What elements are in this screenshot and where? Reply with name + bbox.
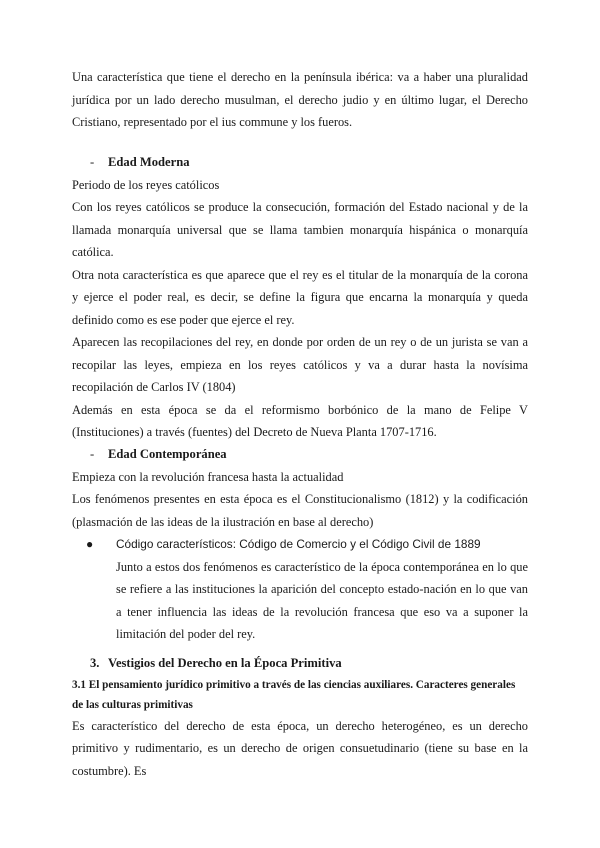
edad-moderna-section bbox=[72, 151, 528, 444]
intro-section bbox=[72, 66, 528, 134]
dash-marker: - bbox=[90, 447, 95, 461]
section-3-paragraph: Es característico del derecho de esta época, un derecho heterogéneo, es un derecho primitivo y rudimentario, es un derecho de origen consuetudinario (tiene su base en la costumbre). Es bbox=[72, 718, 528, 778]
section-number: 3. bbox=[90, 656, 100, 670]
bullet-title: Código característicos: Código de Comercio y el Código Civil de 1889 bbox=[116, 537, 481, 551]
edad-contemporanea-heading bbox=[72, 443, 528, 466]
moderna-paragraph-2: Con los reyes católicos se produce la consecución, formación del Estado nacional y de la llamada monarquía universal que se llama tambien monarquía hispánica o monarquía católica. bbox=[72, 200, 528, 259]
moderna-paragraph-5: Además en esta época se da el reformismo borbónico de la mano de Felipe V (Instituciones) a través (fuentes) del Decreto de Nueva Planta 1707-1716. bbox=[72, 402, 528, 439]
edad-moderna-title: Edad Moderna bbox=[108, 155, 190, 169]
contemporanea-paragraph-2: Los fenómenos presentes en esta época es el Constitucionalismo (1812) y la codificación (plasmación de las ideas de la ilustración en base al derecho) bbox=[72, 492, 528, 529]
section-3-heading bbox=[72, 652, 528, 675]
edad-contemporanea-section bbox=[72, 443, 528, 646]
list-item bbox=[72, 533, 528, 646]
section-3-title: Vestigios del Derecho en la Época Primitiva bbox=[108, 656, 342, 670]
edad-contemporanea-title: Edad Contemporánea bbox=[108, 447, 227, 461]
section-3 bbox=[72, 652, 528, 782]
dash-marker: - bbox=[90, 155, 95, 169]
edad-moderna-heading bbox=[72, 151, 528, 174]
subsection-3-1-title: 3.1 El pensamiento jurídico primitivo a través de las ciencias auxiliares. Caracteres generales de las culturas primitivas bbox=[72, 678, 516, 711]
contemporanea-paragraph-1: Empieza con la revolución francesa hasta la actualidad bbox=[72, 469, 344, 484]
moderna-paragraph-3: Otra nota característica es que aparece que el rey es el titular de la monarquía de la corona y ejerce el poder real, es decir, se define la figura que encarna la monarquía y queda definido como es ese poder que ejerce el rey. bbox=[72, 267, 528, 327]
intro-paragraph: Una característica que tiene el derecho en la península ibérica: va a haber una pluralidad jurídica por un lado derecho musulman, el derecho judio y en último lugar, el Derecho Cristiano, representado por el ius commune y los fueros. bbox=[72, 70, 528, 129]
bullet-paragraph: Junto a estos dos fenómenos es característico de la época contemporánea en lo que se refiere a las instituciones la aparición del concepto estado-nación en lo que van a tener influencia las ideas de la revolución francesa que eso va a suponer la limitación del poder del rey. bbox=[116, 559, 528, 641]
bullet-icon: ● bbox=[86, 537, 94, 551]
moderna-paragraph-4: Aparecen las recopilaciones del rey, en donde por orden de un rey o de un jurista se van a recopilar las leyes, empieza en los reyes católicos y va a durar hasta la novísima recopilación de Carlos IV (1804) bbox=[72, 335, 528, 394]
moderna-paragraph-1: Periodo de los reyes católicos bbox=[72, 177, 220, 192]
